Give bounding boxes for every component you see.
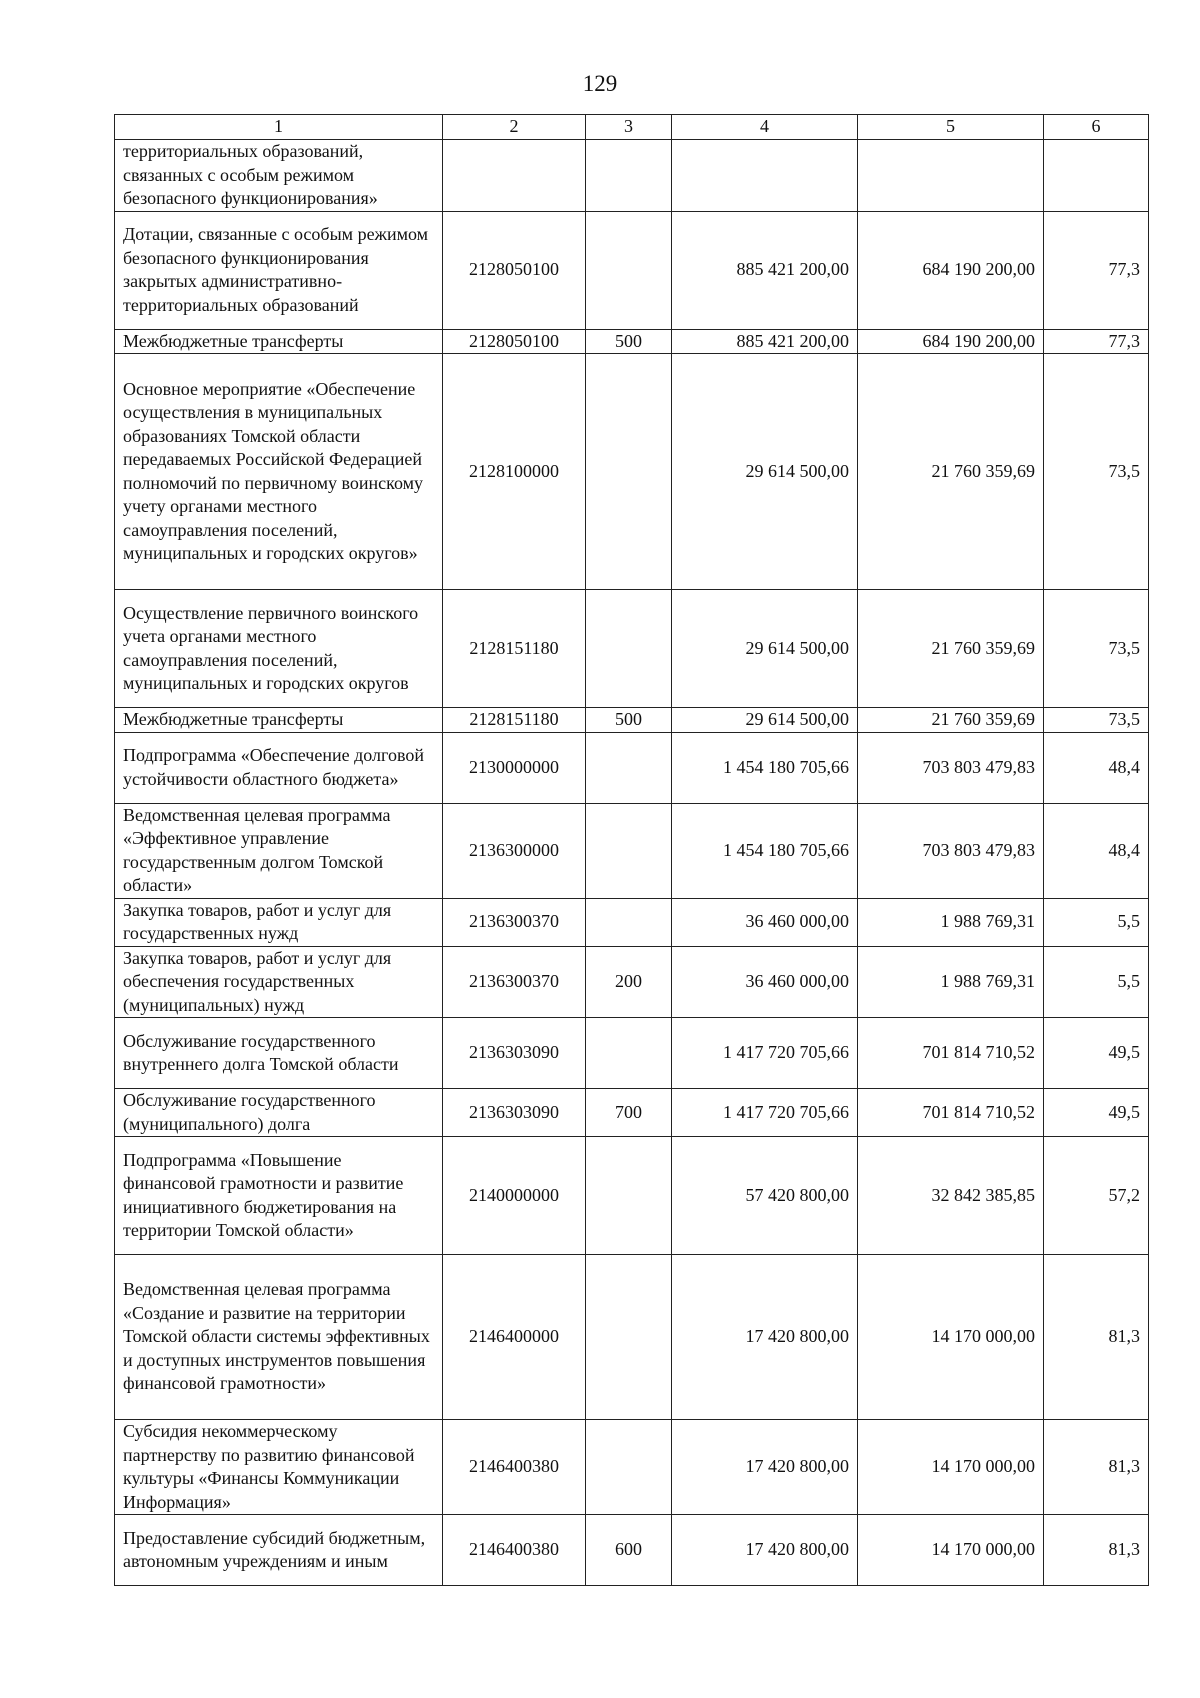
table-row [115,1515,1149,1586]
budget-table [114,114,1149,1586]
row-code: 2128151180 [443,590,586,708]
row-executed: 32 842 385,85 [858,1137,1044,1255]
row-planned: 17 420 800,00 [672,1515,858,1586]
row-description: Дотации, связанные с особым режимом безопасного функционирования закрытых административно-территориальных образований [115,211,443,329]
row-description: Закупка товаров, работ и услуг для государственных нужд [115,898,443,946]
row-description: Межбюджетные трансферты [115,708,443,733]
row-percent: 73,5 [1044,590,1149,708]
row-code: 2130000000 [443,732,586,803]
row-code: 2136300370 [443,898,586,946]
row-type: 500 [586,708,672,733]
row-planned: 29 614 500,00 [672,354,858,590]
row-code: 2146400380 [443,1515,586,1586]
row-type [586,354,672,590]
row-type [586,211,672,329]
table-row [115,590,1149,708]
row-type [586,1420,672,1515]
table-row [115,1089,1149,1137]
row-code: 2140000000 [443,1137,586,1255]
page-number: 129 [582,71,618,96]
row-code: 2136300370 [443,946,586,1018]
row-executed: 14 170 000,00 [858,1255,1044,1420]
row-planned: 57 420 800,00 [672,1137,858,1255]
row-planned: 36 460 000,00 [672,898,858,946]
row-description: Подпрограмма «Обеспечение долговой устойчивости областного бюджета» [115,732,443,803]
row-percent: 77,3 [1044,329,1149,354]
row-planned: 885 421 200,00 [672,211,858,329]
table-row [115,1420,1149,1515]
table-row [115,354,1149,590]
column-header: 6 [1044,115,1149,140]
row-percent: 77,3 [1044,211,1149,329]
row-description: Основное мероприятие «Обеспечение осуществления в муниципальных образованиях Томской области передаваемых Российской Федерацией полномочий по первичному воинскому учету органами местного самоуправления поселений, муниципальных и городских округов» [115,354,443,590]
row-percent: 73,5 [1044,354,1149,590]
row-description: Обслуживание государственного внутреннего долга Томской области [115,1018,443,1089]
table-row [115,732,1149,803]
row-type: 700 [586,1089,672,1137]
row-code: 2146400380 [443,1420,586,1515]
row-type [586,590,672,708]
row-code [443,140,586,212]
row-percent: 49,5 [1044,1089,1149,1137]
row-description: Закупка товаров, работ и услуг для обеспечения государственных (муниципальных) нужд [115,946,443,1018]
row-planned: 17 420 800,00 [672,1420,858,1515]
row-description: Подпрограмма «Повышение финансовой грамотности и развитие инициативного бюджетирования на территории Томской области» [115,1137,443,1255]
row-description: Межбюджетные трансферты [115,329,443,354]
column-header: 1 [115,115,443,140]
row-executed: 21 760 359,69 [858,708,1044,733]
row-percent: 48,4 [1044,803,1149,898]
row-type [586,1018,672,1089]
row-planned: 1 454 180 705,66 [672,803,858,898]
row-executed: 684 190 200,00 [858,211,1044,329]
row-planned: 36 460 000,00 [672,946,858,1018]
row-code: 2146400000 [443,1255,586,1420]
table-row [115,708,1149,733]
row-planned: 29 614 500,00 [672,708,858,733]
header-row [115,115,1149,140]
row-planned: 17 420 800,00 [672,1255,858,1420]
table-row [115,898,1149,946]
table-row [115,946,1149,1018]
row-type: 500 [586,329,672,354]
row-executed [858,140,1044,212]
row-executed: 14 170 000,00 [858,1420,1044,1515]
row-description: Осуществление первичного воинского учета органами местного самоуправления поселений, муниципальных и городских округов [115,590,443,708]
row-percent: 81,3 [1044,1420,1149,1515]
row-executed: 703 803 479,83 [858,803,1044,898]
row-description: Субсидия некоммерческому партнерству по развитию финансовой культуры «Финансы Коммуникации Информация» [115,1420,443,1515]
table-row [115,1018,1149,1089]
row-description: Обслуживание государственного (муниципального) долга [115,1089,443,1137]
row-description: Ведомственная целевая программа «Эффективное управление государственным долгом Томской области» [115,803,443,898]
row-description: Предоставление субсидий бюджетным, автономным учреждениям и иным [115,1515,443,1586]
row-type: 200 [586,946,672,1018]
row-planned: 1 454 180 705,66 [672,732,858,803]
row-executed: 21 760 359,69 [858,354,1044,590]
row-executed: 1 988 769,31 [858,898,1044,946]
table-row [115,803,1149,898]
row-code: 2128050100 [443,329,586,354]
row-percent: 57,2 [1044,1137,1149,1255]
row-percent: 48,4 [1044,732,1149,803]
row-code: 2128050100 [443,211,586,329]
row-percent: 73,5 [1044,708,1149,733]
row-description: Ведомственная целевая программа «Создание и развитие на территории Томской области системы эффективных и доступных инструментов повышения финансовой грамотности» [115,1255,443,1420]
row-executed: 703 803 479,83 [858,732,1044,803]
row-percent: 81,3 [1044,1255,1149,1420]
row-percent: 49,5 [1044,1018,1149,1089]
row-executed: 684 190 200,00 [858,329,1044,354]
row-type [586,803,672,898]
row-executed: 21 760 359,69 [858,590,1044,708]
row-code: 2128100000 [443,354,586,590]
row-executed: 1 988 769,31 [858,946,1044,1018]
table-row [115,211,1149,329]
row-planned: 29 614 500,00 [672,590,858,708]
row-type [586,898,672,946]
table-row [115,140,1149,212]
row-executed: 14 170 000,00 [858,1515,1044,1586]
row-type [586,140,672,212]
row-executed: 701 814 710,52 [858,1018,1044,1089]
row-percent: 5,5 [1044,946,1149,1018]
row-type: 600 [586,1515,672,1586]
row-code: 2136303090 [443,1018,586,1089]
row-executed: 701 814 710,52 [858,1089,1044,1137]
row-percent: 81,3 [1044,1515,1149,1586]
row-planned: 885 421 200,00 [672,329,858,354]
row-code: 2128151180 [443,708,586,733]
row-code: 2136300000 [443,803,586,898]
table-row [115,1137,1149,1255]
row-type [586,1137,672,1255]
row-type [586,732,672,803]
column-header: 4 [672,115,858,140]
row-planned [672,140,858,212]
row-planned: 1 417 720 705,66 [672,1018,858,1089]
table-row [115,329,1149,354]
row-planned: 1 417 720 705,66 [672,1089,858,1137]
column-header: 5 [858,115,1044,140]
column-header: 2 [443,115,586,140]
row-percent: 5,5 [1044,898,1149,946]
column-header: 3 [586,115,672,140]
row-type [586,1255,672,1420]
row-code: 2136303090 [443,1089,586,1137]
table-row [115,1255,1149,1420]
row-percent [1044,140,1149,212]
row-description: территориальных образований, связанных с особым режимом безопасного функционирования» [115,140,443,212]
